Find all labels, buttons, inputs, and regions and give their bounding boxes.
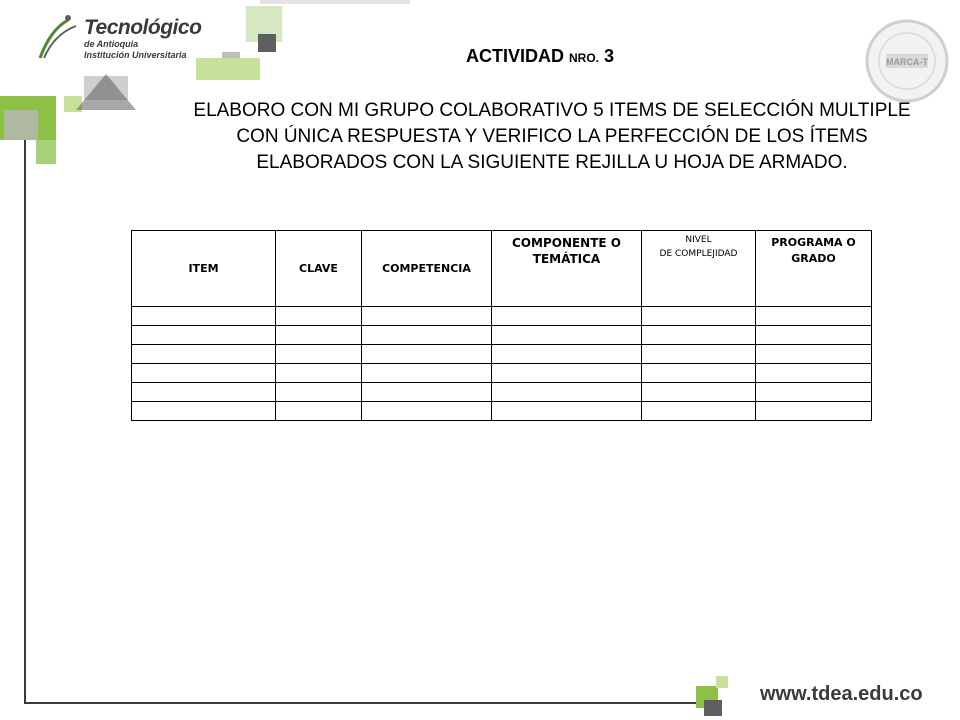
table-row: [132, 402, 872, 421]
title-main: ACTIVIDAD: [466, 46, 564, 66]
table-row: [132, 326, 872, 345]
institution-logo: [34, 12, 214, 62]
table-row: [132, 345, 872, 364]
logo-line-2: de Antioquia: [84, 39, 139, 49]
logo-line-3: Institución Universitaria: [84, 50, 187, 60]
frame-bottom-line: [24, 702, 714, 704]
logo-swoosh-icon: [34, 12, 84, 62]
table-header-row: [132, 231, 872, 307]
header-item: ITEM: [132, 231, 276, 307]
footer-square: [704, 700, 722, 716]
footer-square: [716, 676, 728, 688]
header-competencia: COMPETENCIA: [362, 231, 492, 307]
header-programa: PROGRAMA O GRADO: [756, 231, 872, 307]
decor-square: [258, 34, 276, 52]
title-nro: NRO.: [569, 51, 600, 65]
frame-left-line: [24, 140, 26, 704]
header-nivel-line1: NIVEL: [685, 235, 712, 245]
title-number: 3: [604, 46, 615, 66]
table-row: [132, 383, 872, 402]
activity-title: [466, 46, 614, 67]
top-accent-bar: [260, 0, 410, 4]
table-row: [132, 364, 872, 383]
header-componente: COMPONENTE O TEMÁTICA: [492, 231, 642, 307]
header-nivel: [642, 231, 756, 307]
header-clave: CLAVE: [276, 231, 362, 307]
header-nivel-line2: DE COMPLEJIDAD: [659, 249, 738, 259]
decor-triangle: [76, 70, 136, 110]
seal-badge-icon: [864, 18, 950, 104]
decor-square: [36, 140, 56, 164]
item-grid-table: [131, 230, 872, 421]
table-row: [132, 307, 872, 326]
decor-square: [4, 110, 38, 140]
activity-instructions: ELABORO CON MI GRUPO COLABORATIVO 5 ITEMS DE SELECCIÓN MULTIPLE CON ÚNICA RESPUESTA Y VERIFICO LA PERFECCIÓN DE LOS ÍTEMS ELABORADOS CON LA SIGUIENTE REJILLA U HOJA DE ARMADO.: [193, 100, 911, 173]
website-url[interactable]: www.tdea.edu.co: [760, 683, 923, 705]
logo-line-1: Tecnológico: [84, 16, 202, 39]
quality-seal: [864, 18, 950, 104]
seal-center-text: MARCA-T: [886, 57, 928, 67]
